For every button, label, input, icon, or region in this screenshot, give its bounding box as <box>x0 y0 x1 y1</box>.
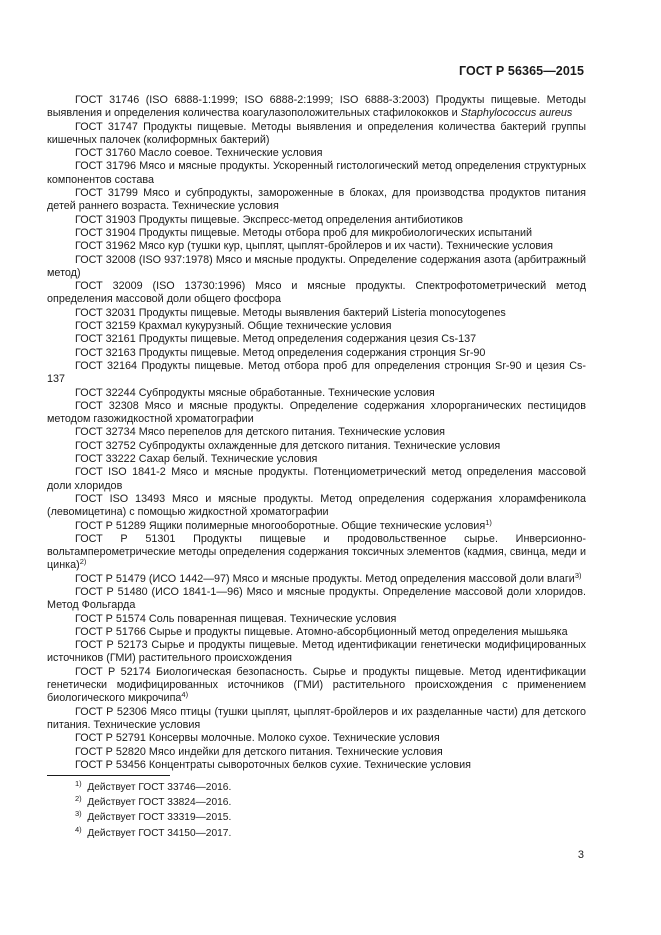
reference-entry <box>47 347 586 360</box>
footnote-mark: 3) <box>75 809 82 819</box>
document-header: ГОСТ Р 56365—2015 <box>458 64 584 78</box>
reference-entry <box>47 517 586 533</box>
reference-text: ГОСТ ISO 1841-2 Мясо и мясные продукты. Потенциометрический метод определения массовой доли хлоридов <box>47 466 586 492</box>
reference-text: ГОСТ 32164 Продукты пищевые. Метод отбора проб для определения стронция Sr-90 и цезия Cs-137 <box>47 359 586 386</box>
reference-entry <box>47 639 586 666</box>
reference-text: ГОСТ Р 53456 Концентраты сывороточных белков сухие. Технические условия <box>75 758 471 771</box>
reference-text: ГОСТ 32734 Мясо перепелов для детского питания. Технические условия <box>75 426 445 439</box>
standards-reference-list <box>47 94 586 772</box>
reference-entry <box>47 400 586 427</box>
reference-entry <box>47 759 586 772</box>
reference-entry <box>47 732 586 745</box>
reference-entry <box>47 533 586 573</box>
reference-text: ГОСТ Р 52174 Биологическая безопасность. Сырье и продукты пищевые. Метод идентификации генетически модифицированных источников (ГМИ) растительного происхождения с применением биологического микрочипа <box>47 665 586 705</box>
reference-entry <box>47 613 586 626</box>
reference-text: ГОСТ 31760 Масло соевое. Технические условия <box>75 147 323 160</box>
reference-entry <box>47 466 586 493</box>
footnote-mark: 4) <box>75 824 82 834</box>
reference-entry <box>47 147 586 160</box>
footnote-marker: 2) <box>79 557 87 567</box>
reference-entry <box>47 706 586 733</box>
footnotes-list <box>75 779 232 843</box>
reference-text: ГОСТ 31799 Мясо и субпродукты, замороженные в блоках, для производства продуктов питания детей раннего возраста. Технические условия <box>47 187 586 213</box>
footnote <box>75 794 232 809</box>
reference-entry <box>47 121 586 148</box>
reference-entry <box>47 227 586 240</box>
reference-entry <box>47 254 586 281</box>
reference-entry <box>47 214 586 227</box>
reference-entry <box>47 586 586 613</box>
reference-text: ГОСТ 31962 Мясо кур (тушки кур, цыплят, цыплят-бройлеров и их части). Технические условия <box>75 240 553 253</box>
reference-text: ГОСТ Р 51289 Ящики полимерные многооборотные. Общие технические условия <box>75 519 486 532</box>
reference-text: ГОСТ 31746 (ISO 6888-1:1999; ISO 6888-2:1999; ISO 6888-3:2003) Продукты пищевые. Методы выявления и определения количества коагулазоположительных стафилококков и <box>47 94 586 120</box>
reference-entry <box>47 160 586 187</box>
reference-entry <box>47 387 586 400</box>
reference-entry <box>47 307 586 320</box>
footnote-separator <box>47 775 170 776</box>
footnote-text: Действует ГОСТ 33746—2016. <box>87 782 232 793</box>
reference-text: ГОСТ Р 52306 Мясо птицы (тушки цыплят, цыплят-бройлеров и их разделанные части) для детского питания. Технические условия <box>47 705 586 731</box>
reference-entry <box>47 570 586 586</box>
reference-text: ГОСТ 31903 Продукты пищевые. Экспресс-метод определения антибиотиков <box>75 213 464 226</box>
reference-entry <box>47 626 586 639</box>
footnote-mark: 2) <box>75 794 82 804</box>
footnote-marker: 3) <box>574 570 582 580</box>
reference-text: ГОСТ 31747 Продукты пищевые. Методы выявления и определения количества бактерий группы кишечных палочек (колиформных бактерий) <box>47 120 586 146</box>
reference-text: ГОСТ Р 51766 Сырье и продукты пищевые. Атомно-абсорбционный метод определения мышьяка <box>75 625 568 638</box>
footnote-marker: 1) <box>485 517 492 527</box>
reference-entry <box>47 493 586 520</box>
reference-text: ГОСТ Р 51480 (ИСО 1841-1—96) Мясо и мясные продукты. Определение массовой доли хлоридов. Метод Фольгарда <box>47 585 586 612</box>
reference-text: ГОСТ 33222 Сахар белый. Технические условия <box>75 453 318 466</box>
footnote-marker: 4) <box>181 690 189 700</box>
reference-text: ГОСТ ISO 13493 Мясо и мясные продукты. Метод определения содержания хлорамфеникола (левомицетина) с помощью жидкостной хроматографии <box>47 492 586 519</box>
reference-text: ГОСТ 32244 Субпродукты мясные обработанные. Технические условия <box>75 386 435 399</box>
reference-text: ГОСТ 32161 Продукты пищевые. Метод определения содержания цезия Cs-137 <box>75 333 477 346</box>
reference-text: ГОСТ 32308 Мясо и мясные продукты. Определение содержания хлорорганических пестицидов методом газожидкостной хроматографии <box>47 399 586 426</box>
reference-text: ГОСТ 32163 Продукты пищевые. Метод определения содержания стронция Sr-90 <box>75 346 486 359</box>
footnote-text: Действует ГОСТ 33319—2015. <box>87 812 232 824</box>
reference-text: ГОСТ Р 51479 (ИСО 1442—97) Мясо и мясные продукты. Метод определения массовой доли влаги <box>75 572 575 585</box>
footnote-text: Действует ГОСТ 33824—2016. <box>87 797 232 809</box>
reference-entry <box>47 240 586 253</box>
reference-text: ГОСТ 32008 (ISO 937:1978) Мясо и мясные продукты. Определение содержания азота (арбитражный метод) <box>47 253 586 279</box>
reference-entry <box>47 333 586 346</box>
reference-text: ГОСТ Р 51301 Продукты пищевые и продовольственное сырье. Инверсионно-вольтамперометрические методы определения содержания токсичных элементов (кадмия, свинца, меди и цинка) <box>47 532 586 572</box>
reference-text: ГОСТ 31904 Продукты пищевые. Методы отбора проб для микробиологических испытаний <box>75 226 533 239</box>
reference-text: ГОСТ 32009 (ISO 13730:1996) Мясо и мясные продукты. Спектрофотометрический метод определения массовой доли общего фосфора <box>47 280 586 306</box>
footnote <box>75 824 232 839</box>
reference-text: ГОСТ 32752 Субпродукты охлажденные для детского питания. Технические условия <box>75 439 501 452</box>
reference-entry <box>47 746 586 759</box>
reference-text: ГОСТ Р 52820 Мясо индейки для детского питания. Технические условия <box>75 745 443 758</box>
reference-text: ГОСТ 32031 Продукты пищевые. Методы выявления бактерий Listeria monocytogenes <box>75 306 506 319</box>
reference-entry <box>47 666 586 706</box>
footnote-text: Действует ГОСТ 34150—2017. <box>87 827 232 839</box>
reference-text: ГОСТ Р 52173 Сырье и продукты пищевые. Метод идентификации генетически модифицированных источников (ГМИ) растительного происхождения <box>47 639 586 665</box>
reference-text: ГОСТ 32159 Крахмал кукурузный. Общие технические условия <box>75 320 392 333</box>
page-number: 3 <box>577 849 584 861</box>
reference-text: ГОСТ 31796 Мясо и мясные продукты. Ускоренный гистологический метод определения структурных компонентов состава <box>47 160 586 186</box>
reference-entry <box>47 320 586 333</box>
reference-entry <box>47 360 586 387</box>
reference-entry <box>47 280 586 307</box>
reference-entry <box>47 453 586 466</box>
reference-entry <box>47 187 586 214</box>
reference-entry <box>47 440 586 453</box>
footnote-mark: 1) <box>75 779 82 788</box>
footnote <box>75 809 232 824</box>
reference-entry <box>47 94 586 121</box>
footnote <box>75 779 232 793</box>
reference-text: ГОСТ Р 51574 Соль поваренная пищевая. Технические условия <box>75 612 397 625</box>
reference-entry <box>47 426 586 439</box>
reference-italic-text: Staphylococcus aureus <box>460 107 573 120</box>
reference-text: ГОСТ Р 52791 Консервы молочные. Молоко сухое. Технические условия <box>75 732 440 745</box>
